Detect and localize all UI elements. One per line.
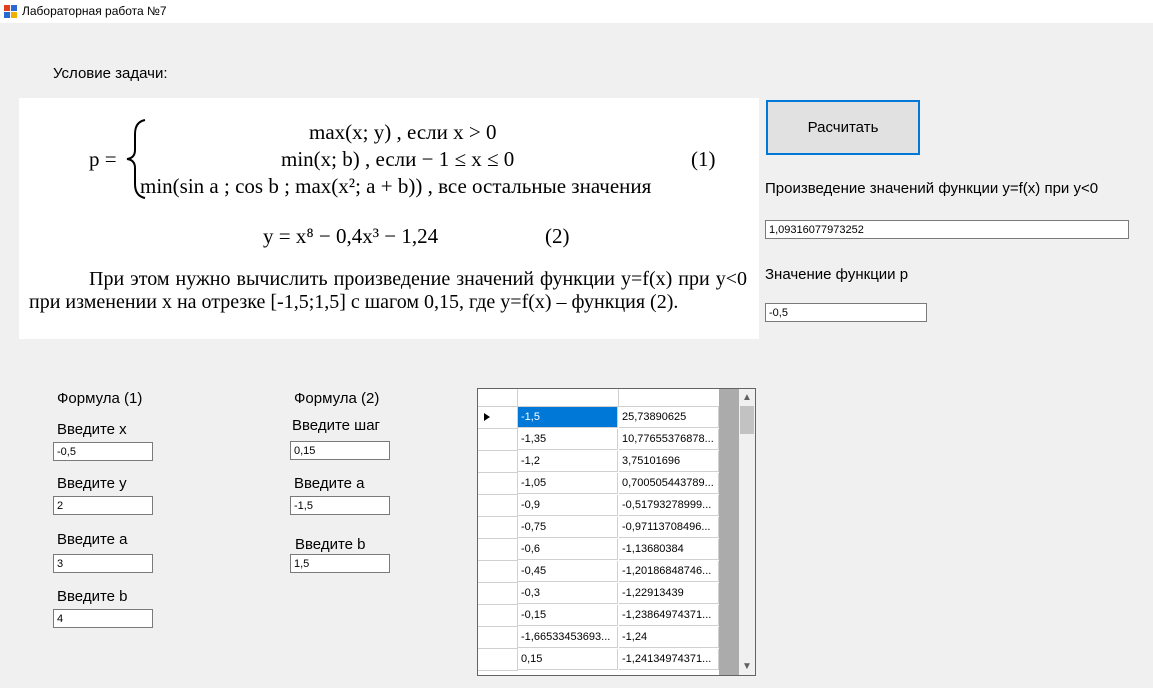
table-row[interactable] <box>478 495 738 517</box>
cell-x[interactable]: -0,3 <box>518 583 618 604</box>
formula2-number: (2) <box>545 224 570 248</box>
p-label: Значение функции р <box>765 266 909 283</box>
cell-y[interactable]: 3,75101696 <box>619 451 719 472</box>
cell-y[interactable]: 0,700505443789... <box>619 473 719 494</box>
a1-label: Введите a <box>57 531 128 548</box>
p-output[interactable] <box>765 303 927 322</box>
cell-x[interactable]: -1,05 <box>518 473 618 494</box>
table-row[interactable] <box>478 627 738 649</box>
window-title: Лабораторная работа №7 <box>22 4 167 18</box>
cell-x[interactable]: 0,15 <box>518 649 618 670</box>
cell-y[interactable]: -1,24 <box>619 627 719 648</box>
formula1-number: (1) <box>691 147 716 171</box>
cell-x[interactable]: -0,15 <box>518 605 618 626</box>
y-input[interactable] <box>53 496 153 515</box>
condition-panel <box>19 98 759 339</box>
cell-x[interactable]: -0,45 <box>518 561 618 582</box>
table-row[interactable] <box>478 649 738 671</box>
condition-text: При этом нужно вычислить произведение значений функции y=f(x) при y<0 при изменении x на отрезке [-1,5;1,5] с шагом 0,15, где y=f(x) – функция (2). <box>29 268 747 313</box>
table-row[interactable] <box>478 473 738 495</box>
table-row[interactable] <box>478 605 738 627</box>
y-label: Введите y <box>57 475 127 492</box>
table-row[interactable] <box>478 561 738 583</box>
grid-column-header-x[interactable] <box>518 389 619 407</box>
table-row[interactable] <box>478 583 738 605</box>
b1-input[interactable] <box>53 609 153 628</box>
cell-x[interactable]: -1,66533453693... <box>518 627 618 648</box>
cell-y[interactable]: -1,23864974371... <box>619 605 719 626</box>
b2-input[interactable] <box>290 554 390 573</box>
form2-title: Формула (2) <box>294 390 380 407</box>
results-grid[interactable] <box>477 388 756 676</box>
a1-input[interactable] <box>53 554 153 573</box>
grid-empty-area <box>719 389 739 675</box>
condition-heading: Условие задачи: <box>53 65 168 82</box>
step-input[interactable] <box>290 441 390 460</box>
b2-label: Введите b <box>295 536 366 553</box>
cell-x[interactable]: -0,9 <box>518 495 618 516</box>
title-bar <box>0 0 1153 23</box>
x-input[interactable] <box>53 442 153 461</box>
row-header[interactable] <box>478 561 518 583</box>
row-header[interactable] <box>478 517 518 539</box>
row-header[interactable] <box>478 429 518 451</box>
row-header[interactable] <box>478 451 518 473</box>
row-header[interactable] <box>478 473 518 495</box>
cell-y[interactable]: 10,77655376878... <box>619 429 719 450</box>
cell-x[interactable]: -1,35 <box>518 429 618 450</box>
cell-x[interactable]: -0,6 <box>518 539 618 560</box>
row-header[interactable] <box>478 539 518 561</box>
row-header[interactable] <box>478 649 518 671</box>
cell-y[interactable]: -0,97113708496... <box>619 517 719 538</box>
product-output[interactable] <box>765 220 1129 239</box>
cell-y[interactable]: -1,24134974371... <box>619 649 719 670</box>
grid-vertical-scrollbar[interactable] <box>739 389 755 675</box>
table-row[interactable] <box>478 517 738 539</box>
step-label: Введите шаг <box>292 417 381 434</box>
cell-x[interactable]: -1,5 <box>518 407 618 428</box>
a2-label: Введите a <box>294 475 365 492</box>
cell-y[interactable]: -0,51793278999... <box>619 495 719 516</box>
formula2-expr: y = x⁸ − 0,4x³ − 1,24 <box>263 224 439 248</box>
scroll-thumb[interactable] <box>740 406 754 434</box>
formula1-case2: min(x; b) , если − 1 ≤ x ≤ 0 <box>281 147 515 171</box>
formula1-lhs: p = <box>89 147 117 171</box>
cell-x[interactable]: -1,2 <box>518 451 618 472</box>
a2-input[interactable] <box>290 496 390 515</box>
app-icon <box>4 5 17 18</box>
b1-label: Введите b <box>57 588 128 605</box>
x-label: Введите x <box>57 421 127 438</box>
table-row[interactable] <box>478 539 738 561</box>
formula1-case1: max(x; y) , если x > 0 <box>309 120 497 144</box>
row-header[interactable] <box>478 605 518 627</box>
cell-y[interactable]: 25,73890625 <box>619 407 719 428</box>
scroll-down-icon[interactable]: ▼ <box>739 658 755 675</box>
grid-corner-header[interactable] <box>478 389 518 407</box>
formula1-case3: min(sin a ; cos b ; max(x²; a + b)) , все остальные значения <box>140 174 652 198</box>
cell-y[interactable]: -1,13680384 <box>619 539 719 560</box>
form1-title: Формула (1) <box>57 390 143 407</box>
row-header[interactable] <box>478 627 518 649</box>
row-header[interactable] <box>478 495 518 517</box>
row-header[interactable] <box>478 583 518 605</box>
cell-y[interactable]: -1,20186848746... <box>619 561 719 582</box>
calculate-button[interactable]: Расчитать <box>766 100 920 155</box>
cell-x[interactable]: -0,75 <box>518 517 618 538</box>
table-row[interactable] <box>478 429 738 451</box>
grid-column-header-y[interactable] <box>619 389 720 407</box>
product-label: Произведение значений функции y=f(x) при y<0 <box>765 180 1099 197</box>
row-header[interactable] <box>478 407 518 429</box>
cell-y[interactable]: -1,22913439 <box>619 583 719 604</box>
current-row-arrow-icon <box>484 413 490 421</box>
table-row[interactable] <box>478 407 738 429</box>
scroll-up-icon[interactable]: ▲ <box>739 389 755 406</box>
grid-header <box>478 389 738 407</box>
table-row[interactable] <box>478 451 738 473</box>
